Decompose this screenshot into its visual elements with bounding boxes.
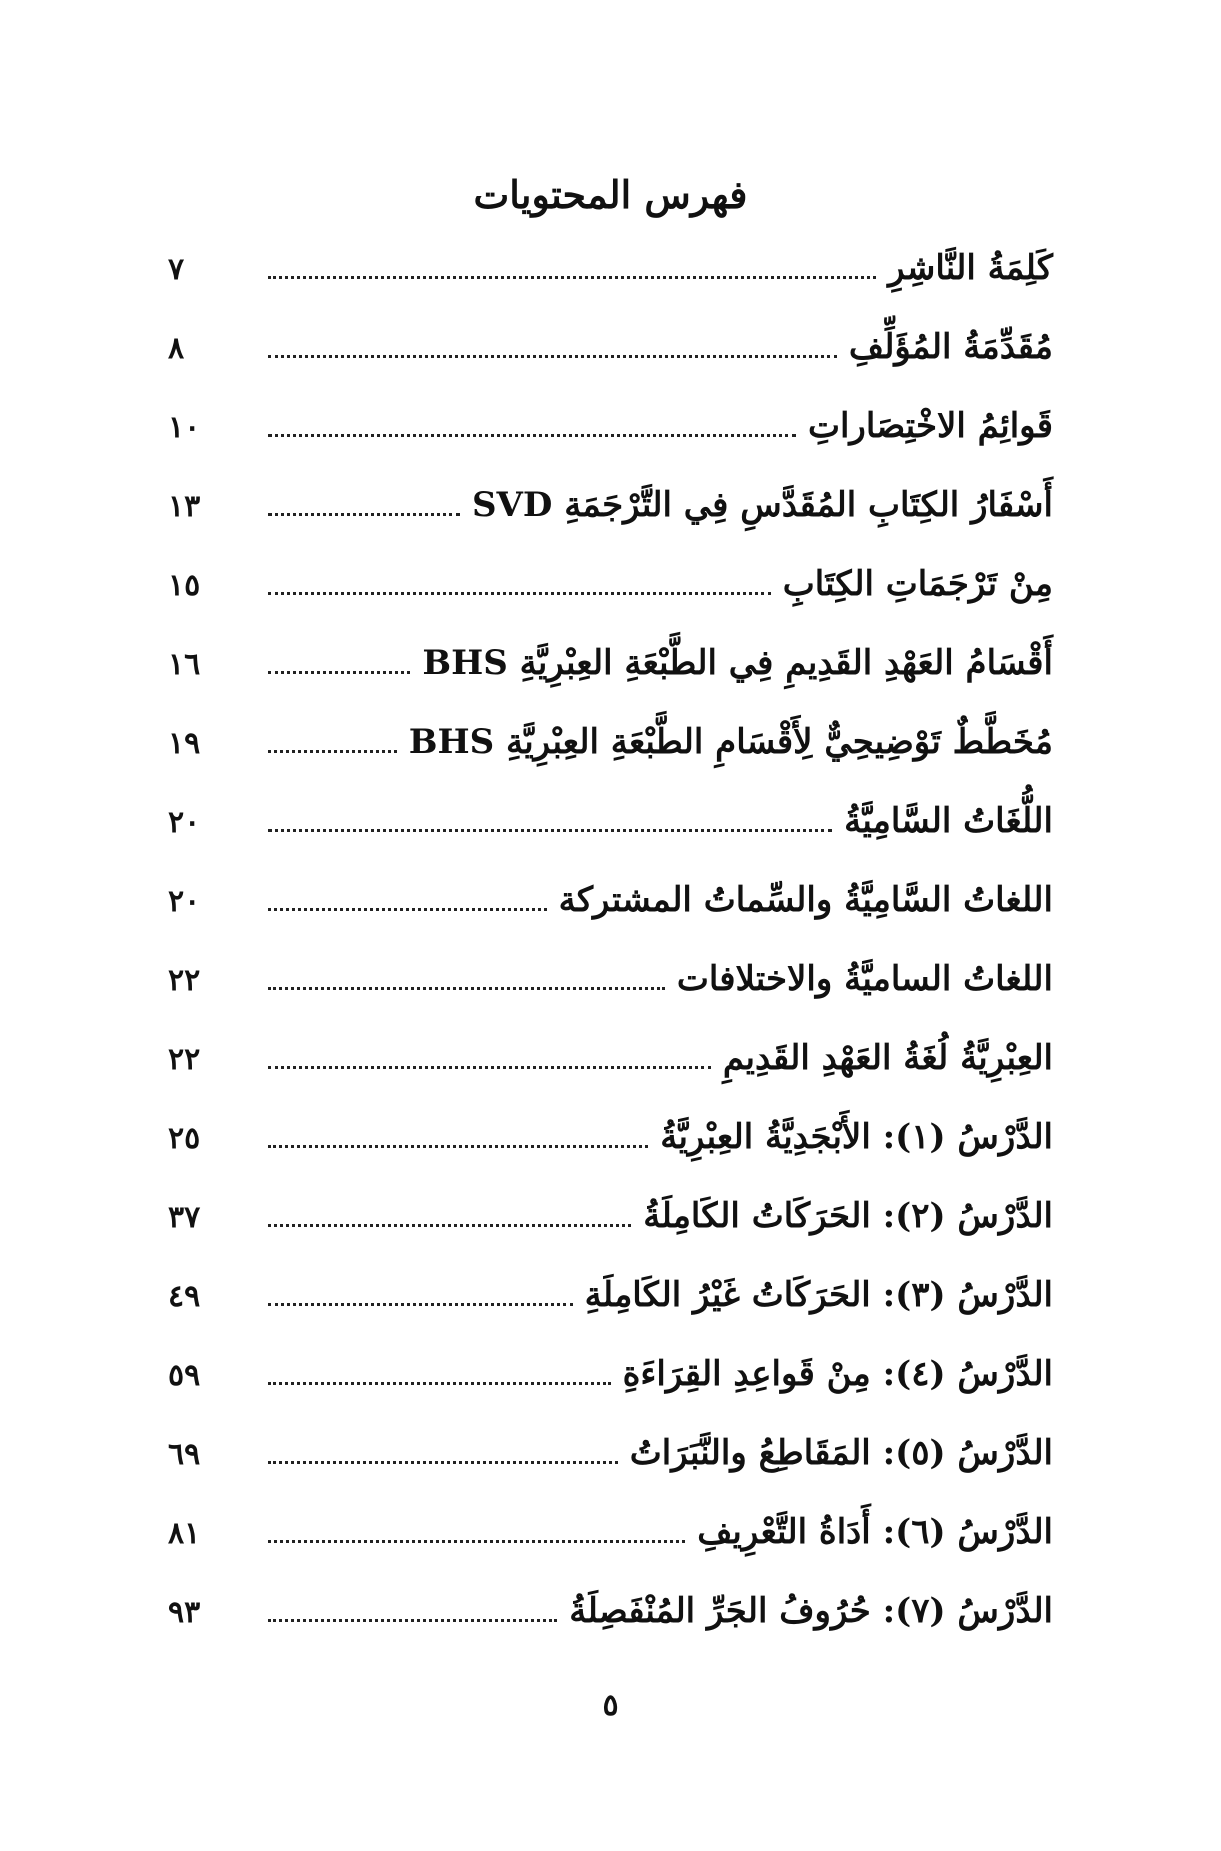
dot-leader bbox=[268, 908, 547, 911]
dot-leader bbox=[268, 1224, 631, 1227]
dot-leader bbox=[268, 592, 771, 595]
toc-entry-title: اللغاتُ السَّامِيَّةُ والسِّماتُ المشتركة bbox=[558, 880, 1053, 920]
dot-leader bbox=[268, 1303, 573, 1306]
toc-entry bbox=[168, 485, 1053, 564]
dot-leader bbox=[268, 829, 832, 832]
toc-entry bbox=[168, 722, 1053, 801]
toc-entry-page: ٢٥ bbox=[168, 1121, 201, 1156]
dot-leader bbox=[268, 1619, 557, 1622]
toc-entry-page: ٦٩ bbox=[168, 1437, 201, 1472]
page-title: فهرس المحتويات bbox=[473, 172, 748, 217]
toc-entry-page: ٢٢ bbox=[168, 1042, 201, 1077]
toc-entry-page: ٧ bbox=[168, 252, 185, 287]
toc-entry bbox=[168, 248, 1053, 327]
toc-entry bbox=[168, 959, 1053, 1038]
toc-entry bbox=[168, 880, 1053, 959]
toc-entry-page: ١٦ bbox=[168, 647, 201, 682]
dot-leader bbox=[268, 750, 397, 753]
toc-entry-page: ١٣ bbox=[168, 489, 201, 524]
toc-entry-title: العِبْرِيَّةُ لُغَةُ العَهْدِ القَدِيمِ bbox=[722, 1038, 1053, 1078]
toc-entry-title: مُقَدِّمَةُ المُؤَلِّفِ bbox=[848, 327, 1053, 367]
toc-entry-page: ٥٩ bbox=[168, 1358, 201, 1393]
dot-leader bbox=[268, 276, 876, 279]
toc-entry bbox=[168, 327, 1053, 406]
dot-leader bbox=[268, 1382, 611, 1385]
toc-entry-title: الدَّرْسُ (١): الأَبْجَدِيَّةُ العِبْرِيَّةُ bbox=[660, 1117, 1053, 1157]
dot-leader bbox=[268, 987, 665, 990]
toc-entry bbox=[168, 1117, 1053, 1196]
toc-entry-page: ١٩ bbox=[168, 726, 201, 761]
toc-entry-page: ١٥ bbox=[168, 568, 201, 603]
toc-entry-title: قَوائِمُ الاخْتِصَاراتِ bbox=[807, 406, 1053, 446]
toc-entry bbox=[168, 643, 1053, 722]
dot-leader bbox=[268, 671, 410, 674]
toc-entry-page: ٢٠ bbox=[168, 805, 201, 840]
toc-entry-title: الدَّرْسُ (٣): الحَرَكَاتُ غَيْرُ الكَامِلَةِ bbox=[584, 1275, 1053, 1315]
toc-entry-title: كَلِمَةُ النَّاشِرِ bbox=[888, 248, 1053, 288]
toc-entry bbox=[168, 801, 1053, 880]
toc-entry-title: الدَّرْسُ (٤): مِنْ قَواعِدِ القِرَاءَةِ bbox=[622, 1354, 1053, 1394]
toc-entry-page: ٩٣ bbox=[168, 1595, 201, 1630]
toc-entry-page: ١٠ bbox=[168, 410, 201, 445]
toc-entry-page: ٨١ bbox=[168, 1516, 201, 1551]
toc-entry-title: الدَّرْسُ (٢): الحَرَكَاتُ الكَامِلَةُ bbox=[643, 1196, 1053, 1236]
dot-leader bbox=[268, 1461, 618, 1464]
toc-entry-title: الدَّرْسُ (٦): أَدَاةُ التَّعْرِيفِ bbox=[697, 1512, 1053, 1552]
dot-leader bbox=[268, 355, 837, 358]
page-number: ٥ bbox=[602, 1688, 619, 1723]
toc-entry-title: الدَّرْسُ (٥): المَقَاطِعُ والنَّبَرَاتُ bbox=[629, 1433, 1053, 1473]
dot-leader bbox=[268, 513, 460, 516]
toc-entry-page: ٨ bbox=[168, 331, 185, 366]
toc-entry-title: اللغاتُ الساميَّةُ والاختلافات bbox=[676, 959, 1053, 999]
toc-entry-page: ٢٠ bbox=[168, 884, 201, 919]
toc-entry-title: أَقْسَامُ العَهْدِ القَدِيمِ فِي الطَّبْعَةِ العِبْرِيَّةِ BHS bbox=[422, 643, 1053, 683]
toc-entry-page: ٣٧ bbox=[168, 1200, 201, 1235]
toc-entry bbox=[168, 1196, 1053, 1275]
toc-entry bbox=[168, 1275, 1053, 1354]
dot-leader bbox=[268, 1066, 711, 1069]
dot-leader bbox=[268, 1145, 648, 1148]
dot-leader bbox=[268, 1540, 685, 1543]
toc-entry bbox=[168, 1591, 1053, 1670]
toc-entry bbox=[168, 1038, 1053, 1117]
toc-entry-title: الدَّرْسُ (٧): حُرُوفُ الجَرِّ المُنْفَصِلَةُ bbox=[569, 1591, 1053, 1631]
table-of-contents bbox=[168, 248, 1053, 1670]
toc-entry-title: أَسْفَارُ الكِتَابِ المُقَدَّسِ فِي التَّرْجَمَةِ SVD bbox=[471, 485, 1053, 525]
toc-entry-title: مُخَطَّطٌ تَوْضِيحِيٌّ لِأَقْسَامِ الطَّبْعَةِ العِبْرِيَّةِ BHS bbox=[408, 722, 1053, 762]
toc-entry-page: ٢٢ bbox=[168, 963, 201, 998]
toc-entry bbox=[168, 564, 1053, 643]
toc-entry bbox=[168, 406, 1053, 485]
toc-entry bbox=[168, 1512, 1053, 1591]
toc-entry-title: اللُّغَاتُ السَّامِيَّةُ bbox=[844, 801, 1053, 841]
toc-entry-page: ٤٩ bbox=[168, 1279, 201, 1314]
dot-leader bbox=[268, 434, 796, 437]
toc-entry bbox=[168, 1354, 1053, 1433]
toc-entry bbox=[168, 1433, 1053, 1512]
toc-entry-title: مِنْ تَرْجَمَاتِ الكِتَابِ bbox=[782, 564, 1053, 604]
